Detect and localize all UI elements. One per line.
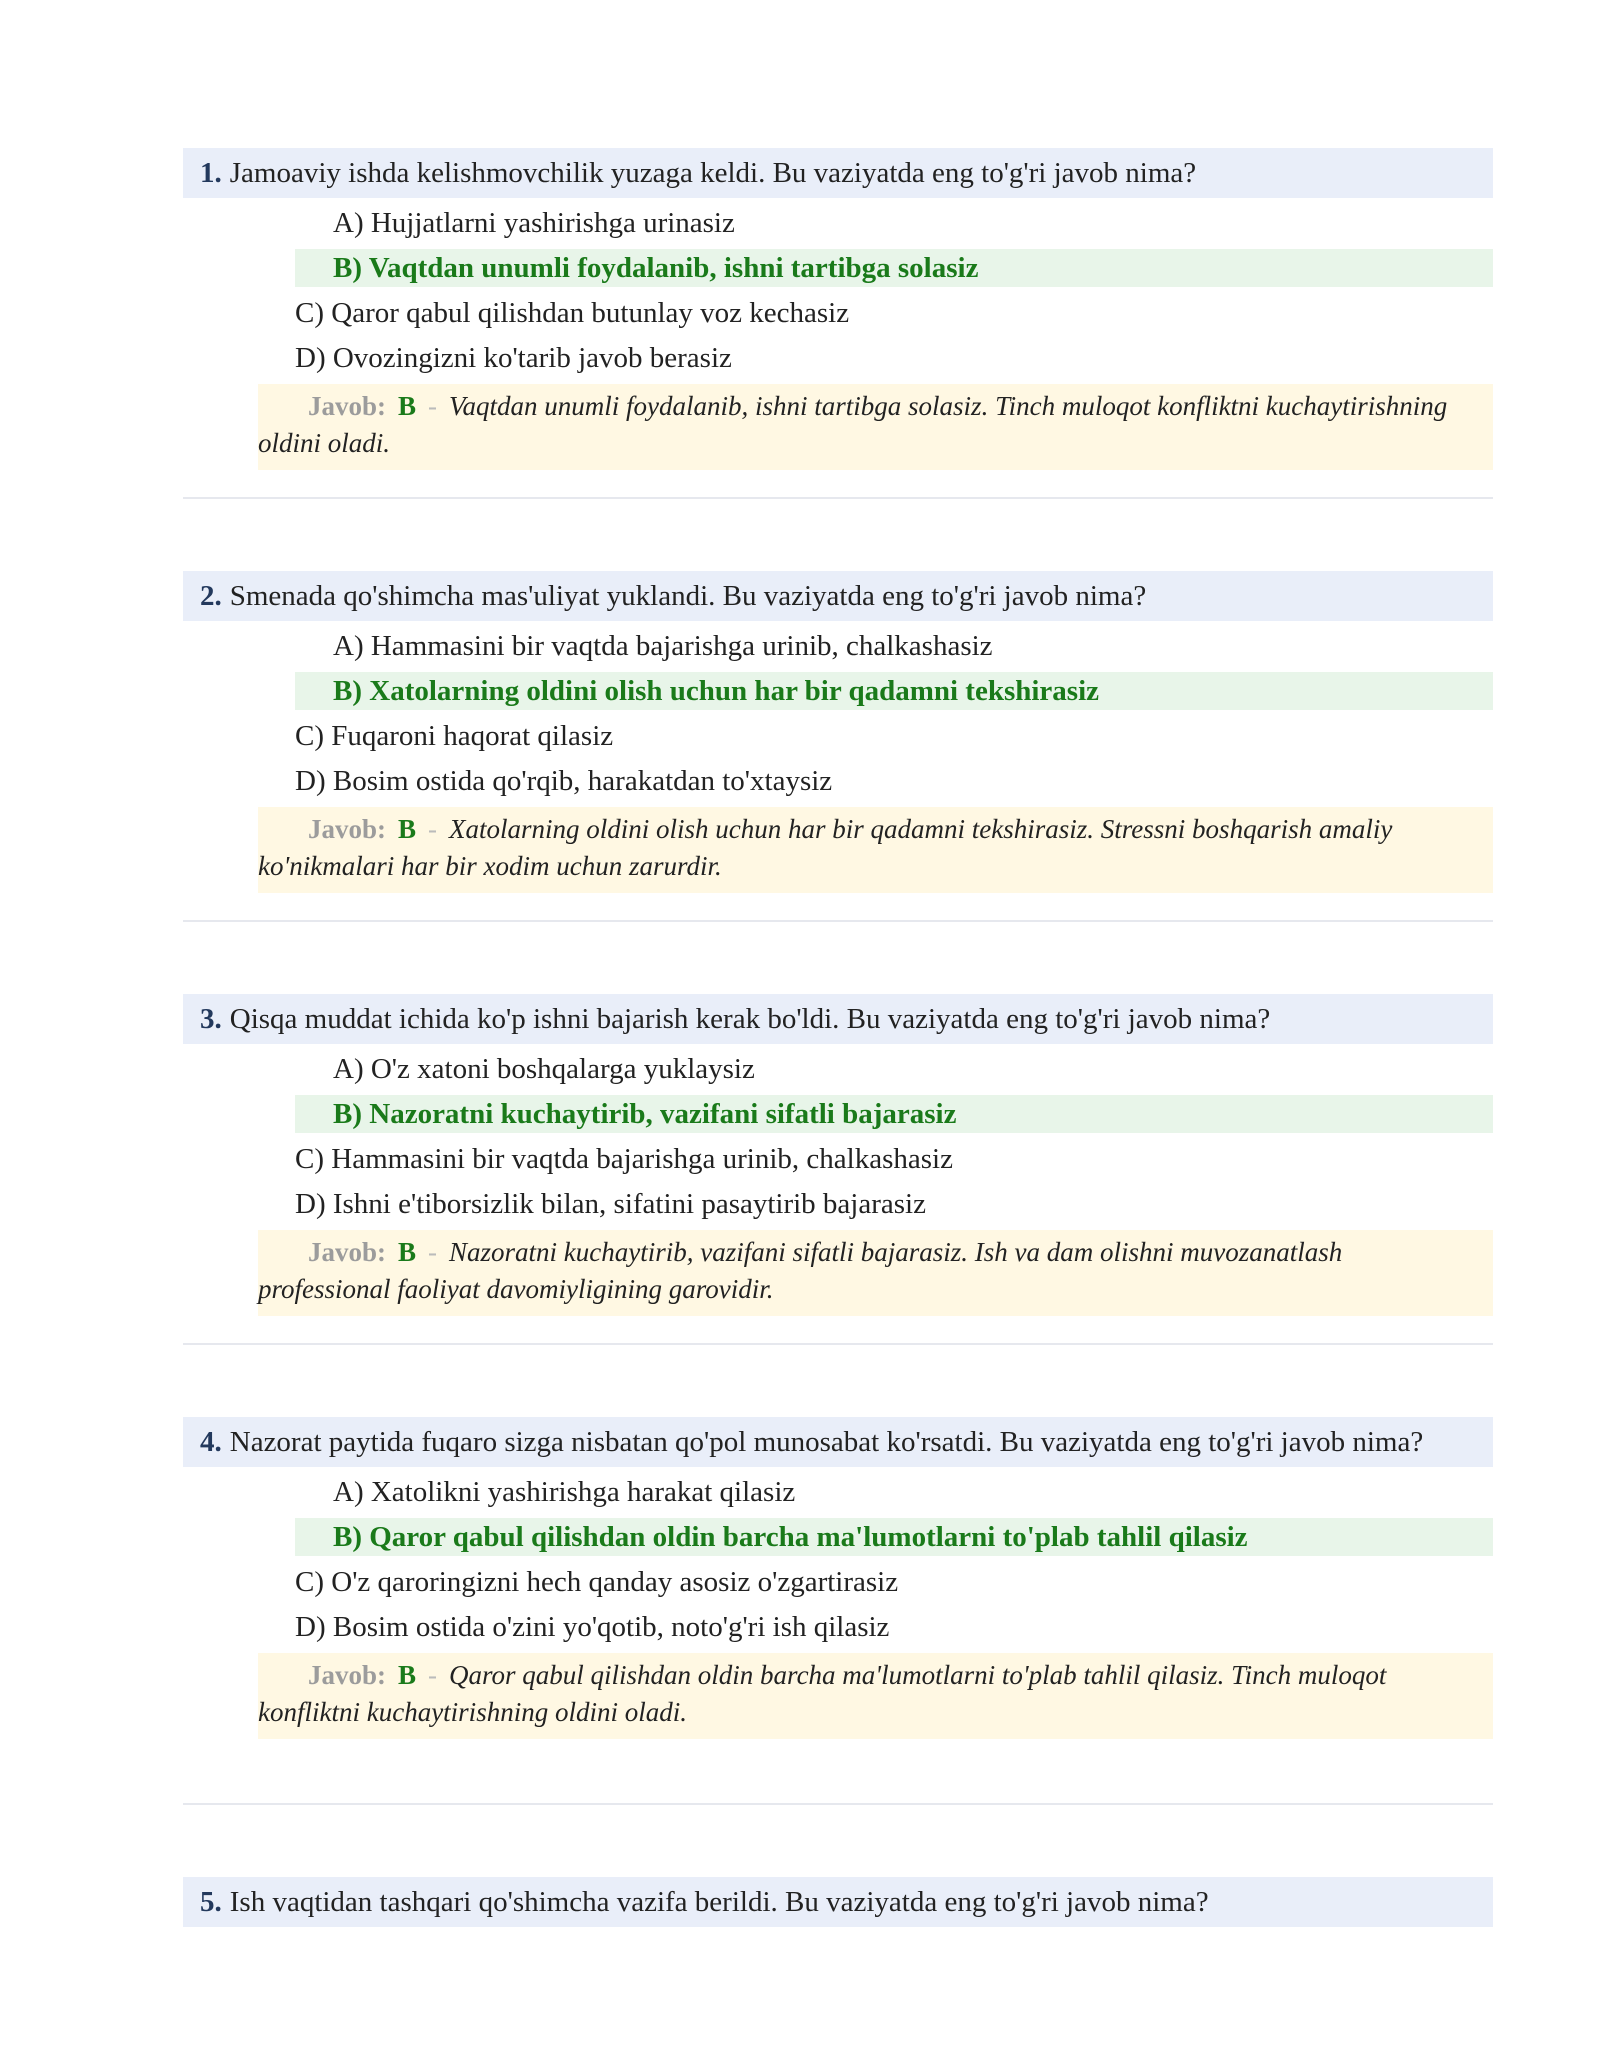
answer-box xyxy=(258,807,1493,893)
option-d: D) Ishni e'tiborsizlik bilan, sifatini pasaytirib bajarasiz xyxy=(295,1188,926,1220)
answer-letter: B xyxy=(398,1237,417,1267)
answer-box xyxy=(258,1230,1493,1316)
question-5 xyxy=(183,1877,1493,1927)
option-b-correct: B) Vaqtdan unumli foydalanib, ishni tartibga solasiz xyxy=(295,249,1493,287)
question-number: 5. xyxy=(200,1886,222,1918)
option-c: C) Fuqaroni haqorat qilasiz xyxy=(295,720,614,752)
option-c: C) Qaror qabul qilishdan butunlay voz kechasiz xyxy=(295,297,850,329)
question-number: 3. xyxy=(200,1003,222,1035)
option-a: A) Xatolikni yashirishga harakat qilasiz xyxy=(333,1476,796,1508)
answer-letter: B xyxy=(398,814,417,844)
option-a: A) Hujjatlarni yashirishga urinasiz xyxy=(333,207,735,239)
question-prompt: Smenada qo'shimcha mas'uliyat yuklandi. Bu vaziyatda eng to'g'ri javob nima? xyxy=(229,580,1147,612)
answer-dash: - xyxy=(428,814,438,844)
separator xyxy=(183,920,1493,922)
question-number: 2. xyxy=(200,580,222,612)
options-list xyxy=(183,1050,1493,1223)
answer-letter: B xyxy=(398,391,417,421)
answer-box xyxy=(258,384,1493,470)
question-4 xyxy=(183,1417,1493,1739)
answer-dash: - xyxy=(428,391,438,421)
question-3 xyxy=(183,994,1493,1316)
separator xyxy=(183,1803,1493,1805)
option-c: C) Hammasini bir vaqtda bajarishga urinib, chalkashasiz xyxy=(295,1143,953,1175)
answer-explanation: Vaqtdan unumli foydalanib, ishni tartibga solasiz. Tinch muloqot konfliktni kuchaytirishning oldini oladi. xyxy=(258,391,1448,458)
question-prompt: Ish vaqtidan tashqari qo'shimcha vazifa berildi. Bu vaziyatda eng to'g'ri javob nima? xyxy=(229,1886,1209,1918)
question-text xyxy=(183,1417,1493,1467)
answer-dash: - xyxy=(428,1237,438,1267)
option-d: D) Bosim ostida qo'rqib, harakatdan to'xtaysiz xyxy=(295,765,833,797)
answer-label: Javob: xyxy=(308,391,387,421)
answer-label: Javob: xyxy=(308,1237,387,1267)
options-list xyxy=(183,627,1493,800)
answer-explanation: Xatolarning oldini olish uchun har bir qadamni tekshirasiz. Stressni boshqarish amaliy ko'nikmalari har bir xodim uchun zarurdir. xyxy=(258,814,1393,881)
separator xyxy=(183,497,1493,499)
answer-explanation: Nazoratni kuchaytirib, vazifani sifatli bajarasiz. Ish va dam olishni muvozanatlash professional faoliyat davomiyligining garovidir. xyxy=(258,1237,1343,1304)
option-a: A) Hammasini bir vaqtda bajarishga urinib, chalkashasiz xyxy=(333,630,993,662)
question-prompt: Qisqa muddat ichida ko'p ishni bajarish kerak bo'ldi. Bu vaziyatda eng to'g'ri javob nima? xyxy=(229,1003,1271,1035)
option-c: C) O'z qaroringizni hech qanday asosiz o'zgartirasiz xyxy=(295,1566,899,1598)
question-prompt: Nazorat paytida fuqaro sizga nisbatan qo'pol munosabat ko'rsatdi. Bu vaziyatda eng to'g'ri javob nima? xyxy=(229,1426,1424,1458)
option-b-correct: B) Xatolarning oldini olish uchun har bir qadamni tekshirasiz xyxy=(295,672,1493,710)
answer-box xyxy=(258,1653,1493,1739)
option-b-correct: B) Nazoratni kuchaytirib, vazifani sifatli bajarasiz xyxy=(295,1095,1493,1133)
question-text xyxy=(183,1877,1493,1927)
question-text xyxy=(183,148,1493,198)
question-text xyxy=(183,994,1493,1044)
question-prompt: Jamoaviy ishda kelishmovchilik yuzaga keldi. Bu vaziyatda eng to'g'ri javob nima? xyxy=(229,157,1197,189)
options-list xyxy=(183,204,1493,377)
question-2 xyxy=(183,571,1493,893)
options-list xyxy=(183,1473,1493,1646)
answer-label: Javob: xyxy=(308,1660,387,1690)
option-a: A) O'z xatoni boshqalarga yuklaysiz xyxy=(333,1053,755,1085)
option-d: D) Ovozingizni ko'tarib javob berasiz xyxy=(295,342,732,374)
question-number: 1. xyxy=(200,157,222,189)
answer-explanation: Qaror qabul qilishdan oldin barcha ma'lumotlarni to'plab tahlil qilasiz. Tinch muloqot konfliktni kuchaytirishning oldini oladi. xyxy=(258,1660,1387,1727)
question-1 xyxy=(183,148,1493,470)
answer-label: Javob: xyxy=(308,814,387,844)
answer-dash: - xyxy=(428,1660,438,1690)
separator xyxy=(183,1343,1493,1345)
answer-letter: B xyxy=(398,1660,417,1690)
option-d: D) Bosim ostida o'zini yo'qotib, noto'g'ri ish qilasiz xyxy=(295,1611,890,1643)
question-text xyxy=(183,571,1493,621)
option-b-correct: B) Qaror qabul qilishdan oldin barcha ma'lumotlarni to'plab tahlil qilasiz xyxy=(295,1518,1493,1556)
question-number: 4. xyxy=(200,1426,222,1458)
